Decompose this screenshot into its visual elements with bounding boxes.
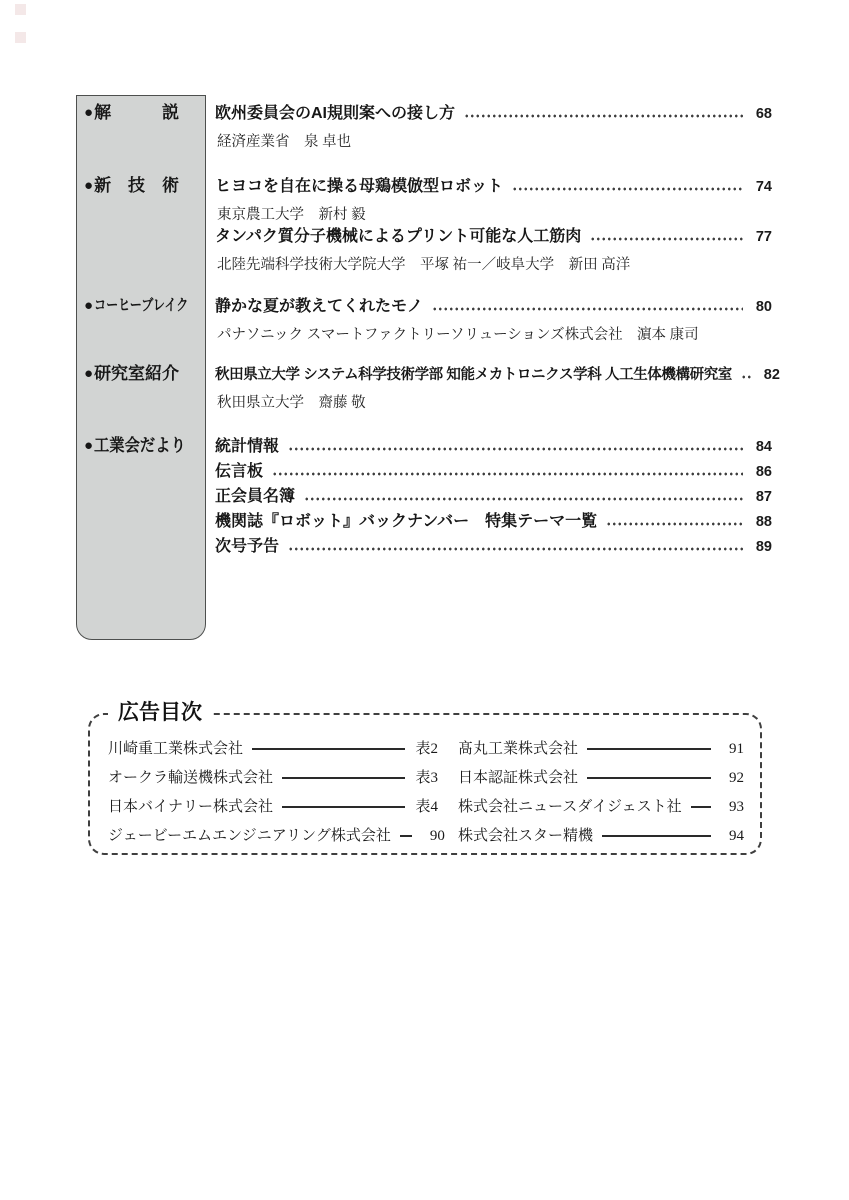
entry-title: 欧州委員会のAI規則案への接し方 [215,105,456,122]
entry-author: 経済産業省 泉 卓也 [217,134,352,150]
toc-group [215,296,772,346]
category-label: 工業会だより [94,436,186,455]
category-label: コーヒーブレイク [94,297,189,314]
entry-author: 秋田県立大学 齋藤 敬 [217,395,366,411]
page-number: 89 [755,539,772,555]
dot-leader [288,436,743,458]
entry-author: パナソニック スマートファクトリーソリューションズ株式会社 濵本 康司 [217,327,699,343]
ad-entry [108,797,438,817]
entry-title: タンパク質分子機械によるプリント可能な人工筋肉 [215,228,582,245]
toc-entry [215,461,772,483]
page-number: 74 [755,179,772,195]
dot-leader [464,103,743,125]
category-kaisetsu [84,103,200,123]
ad-index-box [88,713,762,855]
category-label: 新 技 術 [94,176,180,195]
category-label: 解 説 [94,103,180,122]
ad-company-name: 株式会社スター精機 [458,828,594,844]
toc-entry [215,296,772,318]
dot-leader [512,176,743,198]
category-label: 研究室紹介 [94,364,180,383]
dot-leader [272,461,743,483]
dot-leader [590,226,743,248]
entry-title: 機関誌『ロボット』バックナンバー 特集テーマ一覧 [215,513,598,530]
toc-entry [215,436,772,458]
ad-index-title: 広告目次 [108,698,212,726]
rule-line [691,806,711,808]
page-number: 87 [755,489,772,505]
ad-company-name: 川崎重工業株式会社 [108,741,244,757]
dot-leader [741,364,751,386]
page-number: 88 [755,514,772,530]
page-number: 84 [755,439,772,455]
page-number: 80 [755,299,772,315]
rule-line [400,835,412,837]
dot-leader [432,296,743,318]
rule-line [602,835,711,837]
dot-leader [304,486,743,508]
toc-group [215,103,772,153]
category-kogyokai-dayori [84,436,200,456]
entry-title: ヒヨコを自在に操る母鶏模倣型ロボット [215,178,504,195]
toc-group [215,176,772,276]
toc-entry [215,486,772,508]
toc-entry [215,536,772,558]
entry-author: 北陸先端科学技術大学院大学 平塚 祐一／岐阜大学 新田 高洋 [217,257,631,273]
bullet-icon: ● [84,437,94,454]
category-kenkyushitsu [84,364,200,384]
entry-author: 東京農工大学 新村 毅 [217,207,366,223]
page-number: 77 [755,229,772,245]
ad-company-name: 株式会社ニュースダイジェスト社 [458,799,682,815]
dot-leader [288,536,743,558]
page-number: 86 [755,464,772,480]
ad-page-number: 92 [729,770,744,786]
registration-mark [15,4,26,15]
bullet-icon: ● [84,104,94,121]
ad-company-name: ジェービーエムエンジニアリング株式会社 [108,828,391,844]
bullet-icon: ● [84,365,94,382]
entry-title: 伝言板 [215,463,264,480]
toc-entry [215,226,772,248]
ad-entry [108,826,445,846]
ad-page-number: 94 [729,828,744,844]
rule-line [282,806,405,808]
category-coffee-break [84,296,200,316]
entry-title: 秋田県立大学 システム科学技術学部 知能メカトロニクス学科 人工生体機構研究室 [215,367,732,383]
rule-line [587,777,711,779]
rule-line [587,748,711,750]
ad-company-name: 髙丸工業株式会社 [458,741,579,757]
toc-group [215,364,780,414]
entry-title: 統計情報 [215,438,280,455]
ad-entry [458,826,744,846]
ad-company-name: 日本バイナリー株式会社 [108,799,274,815]
ad-page-number: 表2 [415,741,438,757]
toc-group [215,436,772,561]
entry-title: 次号予告 [215,538,280,555]
ad-page-number: 表3 [415,770,438,786]
ad-entry [108,739,438,759]
toc-entry [215,511,772,533]
page-number: 68 [755,106,772,122]
toc-entry [215,176,772,198]
ad-entry [458,768,744,788]
ad-company-name: 日本認証株式会社 [458,770,579,786]
toc-entry [215,103,772,125]
page-number: 82 [763,367,780,383]
category-shin-gijutsu [84,176,200,196]
ad-page-number: 90 [429,828,445,844]
ad-entry [108,768,438,788]
bullet-icon: ● [84,177,94,194]
ad-page-number: 表4 [415,799,438,815]
ad-page-number: 93 [729,799,744,815]
entry-title: 静かな夏が教えてくれたモノ [215,298,423,315]
toc-entry [215,364,780,386]
dot-leader [606,511,743,533]
ad-entry [458,739,744,759]
bullet-icon: ● [84,297,94,314]
ad-page-number: 91 [729,741,744,757]
registration-mark [15,32,26,43]
rule-line [282,777,405,779]
ad-entry [458,797,744,817]
entry-title: 正会員名簿 [215,488,296,505]
rule-line [252,748,405,750]
ad-company-name: オークラ輸送機株式会社 [108,770,274,786]
